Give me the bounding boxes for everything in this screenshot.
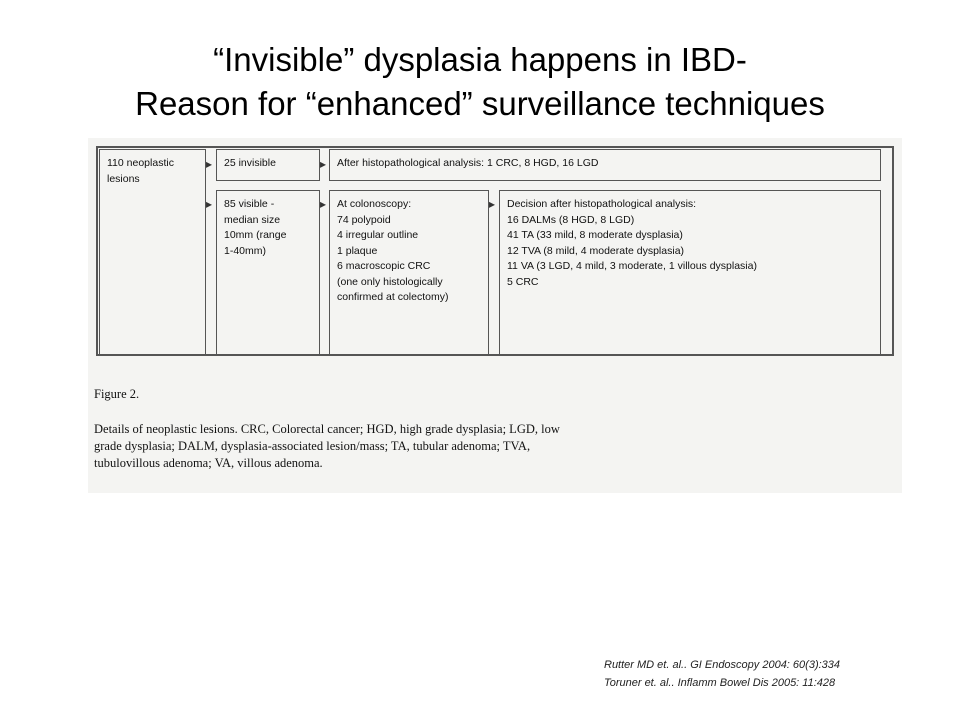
reference-item: Toruner et. al.. Inflamm Bowel Dis 2005: 11:428 [604, 677, 836, 689]
arrow-right-icon: ▸ [489, 197, 496, 211]
box-line: 4 irregular outline [337, 229, 419, 241]
slide-title-line-2: Reason for “enhanced” surveillance techniques [135, 85, 825, 122]
box-line: (one only histologically [337, 275, 443, 288]
arrow-right-icon: ▸ [206, 197, 213, 211]
box-line: 110 neoplastic [107, 157, 174, 169]
box-line: 16 DALMs (8 HGD, 8 LGD) [507, 213, 635, 226]
box-line: confirmed at colectomy) [337, 291, 449, 303]
box-decision [499, 190, 881, 355]
box-line: 5 CRC [507, 275, 539, 288]
reference-item: Rutter MD et. al.. GI Endoscopy 2004: 60(3):334 [604, 659, 841, 671]
box-line: At colonoscopy: [337, 198, 412, 210]
box-line: 6 macroscopic CRC [337, 260, 431, 272]
box-line: 74 polypoid [337, 213, 391, 226]
slide-title [0, 38, 960, 126]
box-line: lesions [107, 172, 140, 185]
figure-image [88, 138, 902, 493]
box-line: 1 plaque [337, 244, 378, 257]
box-line: After histopathological analysis: 1 CRC, 8 HGD, 16 LGD [337, 157, 599, 169]
references [604, 656, 840, 692]
box-invisible [216, 149, 320, 181]
arrow-right-icon: ▸ [206, 157, 213, 171]
box-visible [216, 190, 320, 355]
box-colonoscopy [329, 190, 489, 355]
box-line: 11 VA (3 LGD, 4 mild, 3 moderate, 1 villous dysplasia) [507, 260, 757, 272]
box-line: 1-40mm) [224, 244, 267, 257]
arrow-right-icon: ▸ [320, 157, 327, 171]
box-line: Decision after histopathological analysis: [507, 198, 697, 210]
box-line: 85 visible - [224, 198, 275, 210]
figure-label: Figure 2. [94, 387, 140, 401]
box-line: 41 TA (33 mild, 8 moderate dysplasia) [507, 229, 683, 241]
caption-line: Details of neoplastic lesions. CRC, Colorectal cancer; HGD, high grade dysplasia; LGD, low [94, 422, 560, 436]
box-total-lesions [99, 149, 206, 355]
box-line: 10mm (range [224, 229, 287, 241]
box-line: 25 invisible [224, 157, 276, 169]
caption-line: grade dysplasia; DALM, dysplasia-associated lesion/mass; TA, tubular adenoma; TVA, [94, 439, 531, 453]
figure-caption [94, 386, 894, 472]
caption-line: tubulovillous adenoma; VA, villous adenoma. [94, 456, 323, 470]
box-invisible-result [329, 149, 881, 181]
box-line: 12 TVA (8 mild, 4 moderate dysplasia) [507, 244, 685, 257]
box-line: median size [224, 213, 281, 226]
slide-title-line-1: “Invisible” dysplasia happens in IBD- [213, 41, 747, 78]
arrow-right-icon: ▸ [320, 197, 327, 211]
